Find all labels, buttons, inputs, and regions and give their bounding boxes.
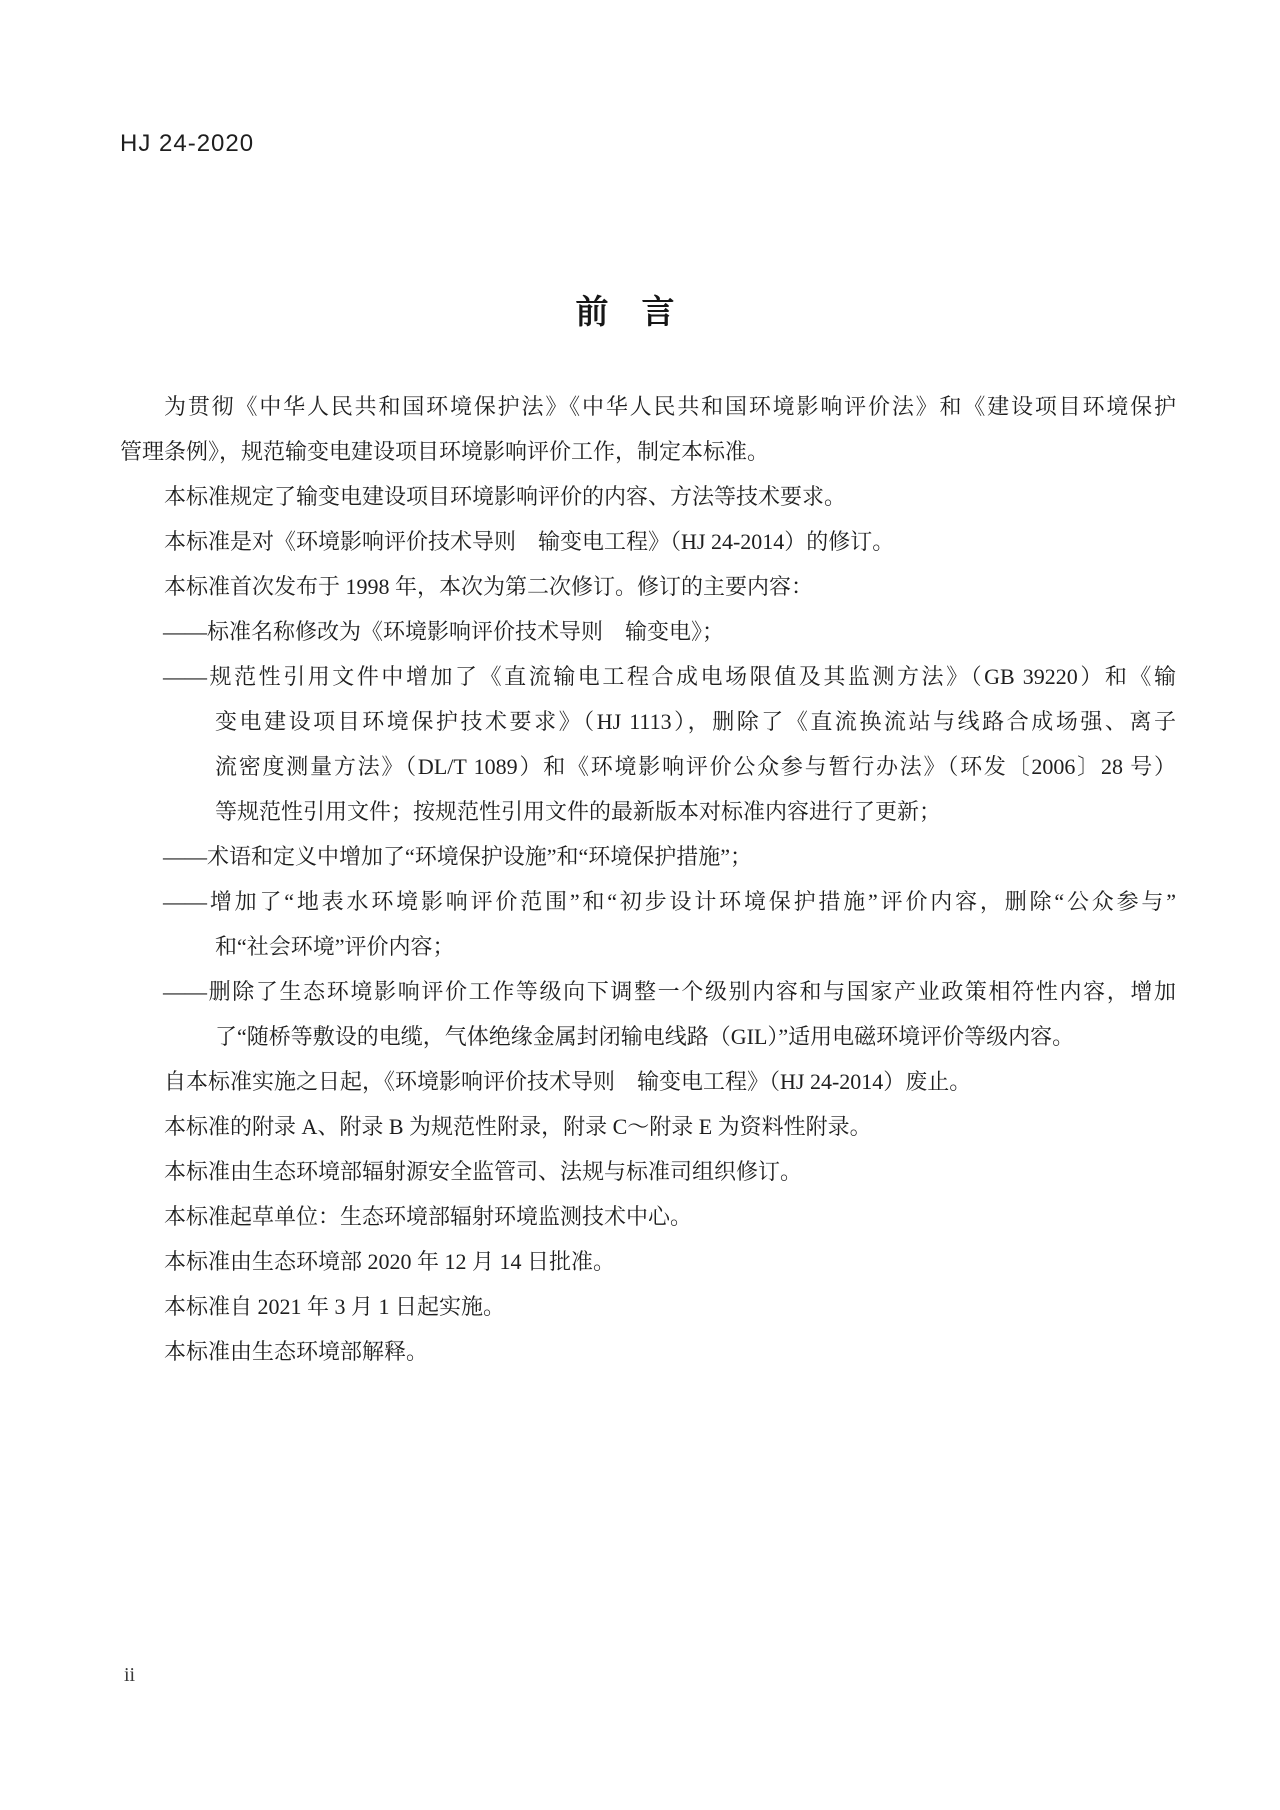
paragraph-line: 本标准起草单位：生态环境部辐射环境监测技术中心。 (164, 1204, 693, 1229)
list-item-line: 等规范性引用文件；按规范性引用文件的最新版本对标准内容进行了更新； (215, 799, 942, 824)
paragraph-line: 本标准是对《环境影响评价技术导则 输变电工程》（HJ 24-2014）的修订。 (164, 529, 895, 554)
list-item-line: 和“社会环境”评价内容； (215, 934, 455, 959)
paragraph-line: 本标准由生态环境部 2020 年 12 月 14 日批准。 (164, 1249, 616, 1274)
paragraph-line: 本标准的附录 A、附录 B 为规范性附录，附录 C～附录 E 为资料性附录。 (164, 1114, 872, 1139)
paragraph-line: 为贯彻《中华人民共和国环境保护法》《中华人民共和国环境影响评价法》和《建设项目环境保护 (164, 394, 1176, 419)
page-number: ii (124, 1664, 136, 1686)
paragraph-line: 本标准由生态环境部解释。 (164, 1339, 429, 1364)
paragraph-line: 本标准规定了输变电建设项目环境影响评价的内容、方法等技术要求。 (164, 484, 847, 509)
document-body (120, 384, 1176, 1374)
list-item-line: 变电建设项目环境保护技术要求》（HJ 1113），删除了《直流换流站与线路合成场强、离子 (215, 709, 1176, 734)
list-item-line: ——删除了生态环境影响评价工作等级向下调整一个级别内容和与国家产业政策相符性内容，增加 (163, 979, 1176, 1004)
list-item-line: ——术语和定义中增加了“环境保护设施”和“环境保护措施”； (163, 844, 753, 869)
paragraph-line: 本标准自 2021 年 3 月 1 日起实施。 (164, 1294, 506, 1319)
standard-number: HJ 24-2020 (120, 130, 255, 157)
paragraph-line: 自本标准实施之日起，《环境影响评价技术导则 输变电工程》（HJ 24-2014）废止。 (164, 1069, 972, 1094)
list-item-line: 流密度测量方法》（DL/T 1089）和《环境影响评价公众参与暂行办法》（环发〔2006〕28 号） (215, 754, 1176, 779)
page-title: 前 言 (575, 293, 675, 330)
list-item-line: ——规范性引用文件中增加了《直流输电工程合成电场限值及其监测方法》（GB 39220）和《输 (163, 664, 1176, 689)
paragraph-line: 管理条例》，规范输变电建设项目环境影响评价工作，制定本标准。 (120, 439, 770, 464)
list-item-line: 了“随桥等敷设的电缆，气体绝缘金属封闭输电线路（GIL）”适用电磁环境评价等级内容。 (215, 1024, 1075, 1049)
paragraph-line: 本标准首次发布于 1998 年，本次为第二次修订。修订的主要内容： (164, 574, 814, 599)
list-item-line: ——标准名称修改为《环境影响评价技术导则 输变电》； (163, 619, 725, 644)
paragraph-line: 本标准由生态环境部辐射源安全监管司、法规与标准司组织修订。 (164, 1159, 803, 1184)
list-item-line: ——增加了“地表水环境影响评价范围”和“初步设计环境保护措施”评价内容，删除“公众参与” (163, 889, 1176, 914)
